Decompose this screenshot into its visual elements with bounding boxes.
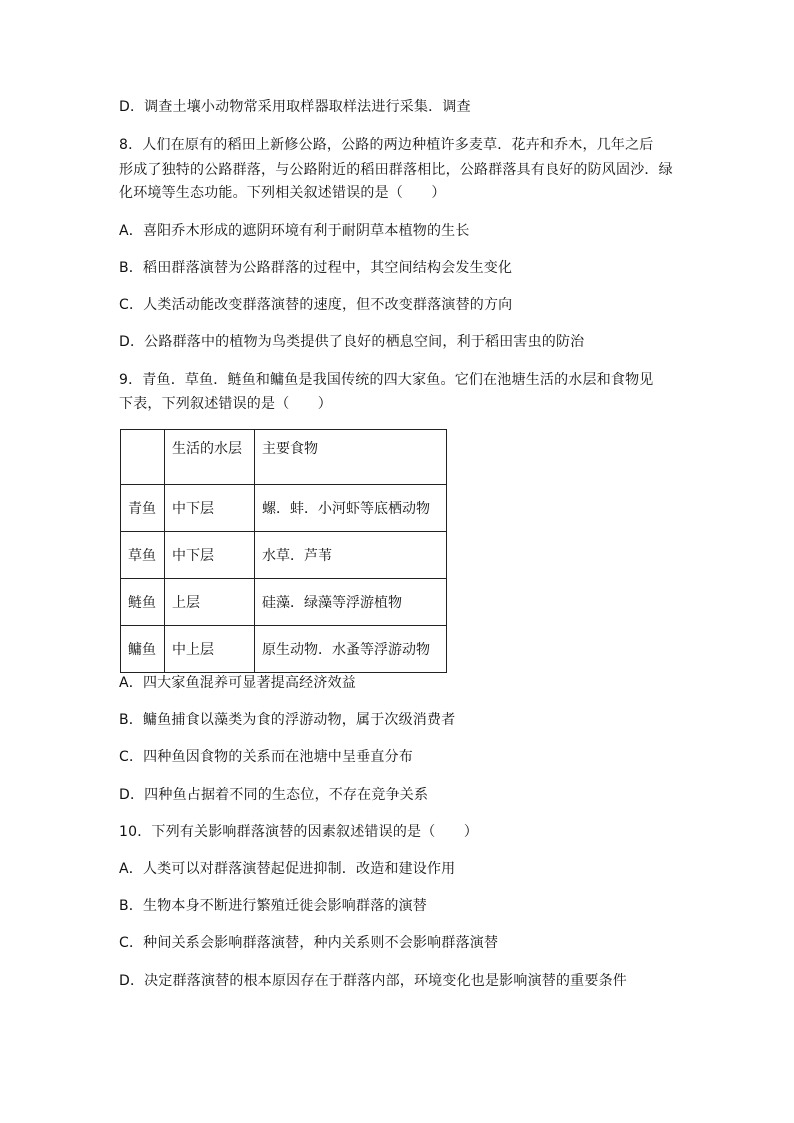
table-row <box>121 579 447 626</box>
table-cell-food: 硅藻．绿藻等浮游植物 <box>255 579 447 626</box>
table-header-cell: 主要食物 <box>255 430 447 485</box>
q10-option-a: A．人类可以对群落演替起促进抑制．改造和建设作用 <box>119 861 456 877</box>
table-cell-layer: 中上层 <box>165 626 255 673</box>
table-cell-food: 原生动物．水蚤等浮游动物 <box>255 626 447 673</box>
table-header-row <box>121 430 447 485</box>
q8-option-a: A．喜阳乔木形成的遮阴环境有利于耐阴草本植物的生长 <box>119 223 470 239</box>
q10-option-b: B．生物本身不断进行繁殖迁徙会影响群落的演替 <box>119 898 428 914</box>
fish-table <box>120 429 447 673</box>
q7-option-d: D．调查土壤小动物常采用取样器取样法进行采集．调查 <box>119 99 471 115</box>
table-row <box>121 485 447 532</box>
table-header-cell <box>121 430 165 485</box>
table-cell-fish: 鳙鱼 <box>121 626 165 673</box>
q8-option-c: C．人类活动能改变群落演替的速度，但不改变群落演替的方向 <box>119 297 513 313</box>
table-row <box>121 626 447 673</box>
table-cell-food: 螺．蚌．小河虾等底栖动物 <box>255 485 447 532</box>
table-cell-fish: 草鱼 <box>121 532 165 579</box>
q9-option-b: B．鳙鱼捕食以藻类为食的浮游动物，属于次级消费者 <box>119 712 456 728</box>
q8-stem-line-1: 8．人们在原有的稻田上新修公路，公路的两边种植许多麦草．花卉和乔木，几年之后 <box>119 137 654 153</box>
table-cell-layer: 中下层 <box>165 485 255 532</box>
table-cell-food: 水草．芦苇 <box>255 532 447 579</box>
q8-stem-line-3: 化环境等生态功能。下列相关叙述错误的是（ ） <box>119 185 446 201</box>
table-header-cell: 生活的水层 <box>165 430 255 485</box>
q9-option-d: D．四种鱼占据着不同的生态位，不存在竞争关系 <box>119 787 429 803</box>
q8-option-d: D．公路群落中的植物为鸟类提供了良好的栖息空间，利于稻田害虫的防治 <box>119 334 585 350</box>
table-cell-layer: 上层 <box>165 579 255 626</box>
q10-option-d: D．决定群落演替的根本原因存在于群落内部，环境变化也是影响演替的重要条件 <box>119 973 627 989</box>
q9-stem-line-2: 下表，下列叙述错误的是（ ） <box>119 396 332 412</box>
q8-option-b: B．稻田群落演替为公路群落的过程中，其空间结构会发生变化 <box>119 260 513 276</box>
table-cell-fish: 鲢鱼 <box>121 579 165 626</box>
q9-stem-line-1: 9．青鱼．草鱼．鲢鱼和鳙鱼是我国传统的四大家鱼。它们在池塘生活的水层和食物见 <box>119 372 654 388</box>
q10-stem: 10．下列有关影响群落演替的因素叙述错误的是（ ） <box>119 824 479 840</box>
table-cell-fish: 青鱼 <box>121 485 165 532</box>
q9-option-c: C．四种鱼因食物的关系而在池塘中呈垂直分布 <box>119 749 413 765</box>
q8-stem-line-2: 形成了独特的公路群落，与公路附近的稻田群落相比，公路群落具有良好的防风固沙．绿 <box>119 162 673 178</box>
q10-option-c: C．种间关系会影响群落演替，种内关系则不会影响群落演替 <box>119 935 499 951</box>
table-row <box>121 532 447 579</box>
q9-option-a: A．四大家鱼混养可显著提高经济效益 <box>119 675 356 691</box>
table-cell-layer: 中下层 <box>165 532 255 579</box>
